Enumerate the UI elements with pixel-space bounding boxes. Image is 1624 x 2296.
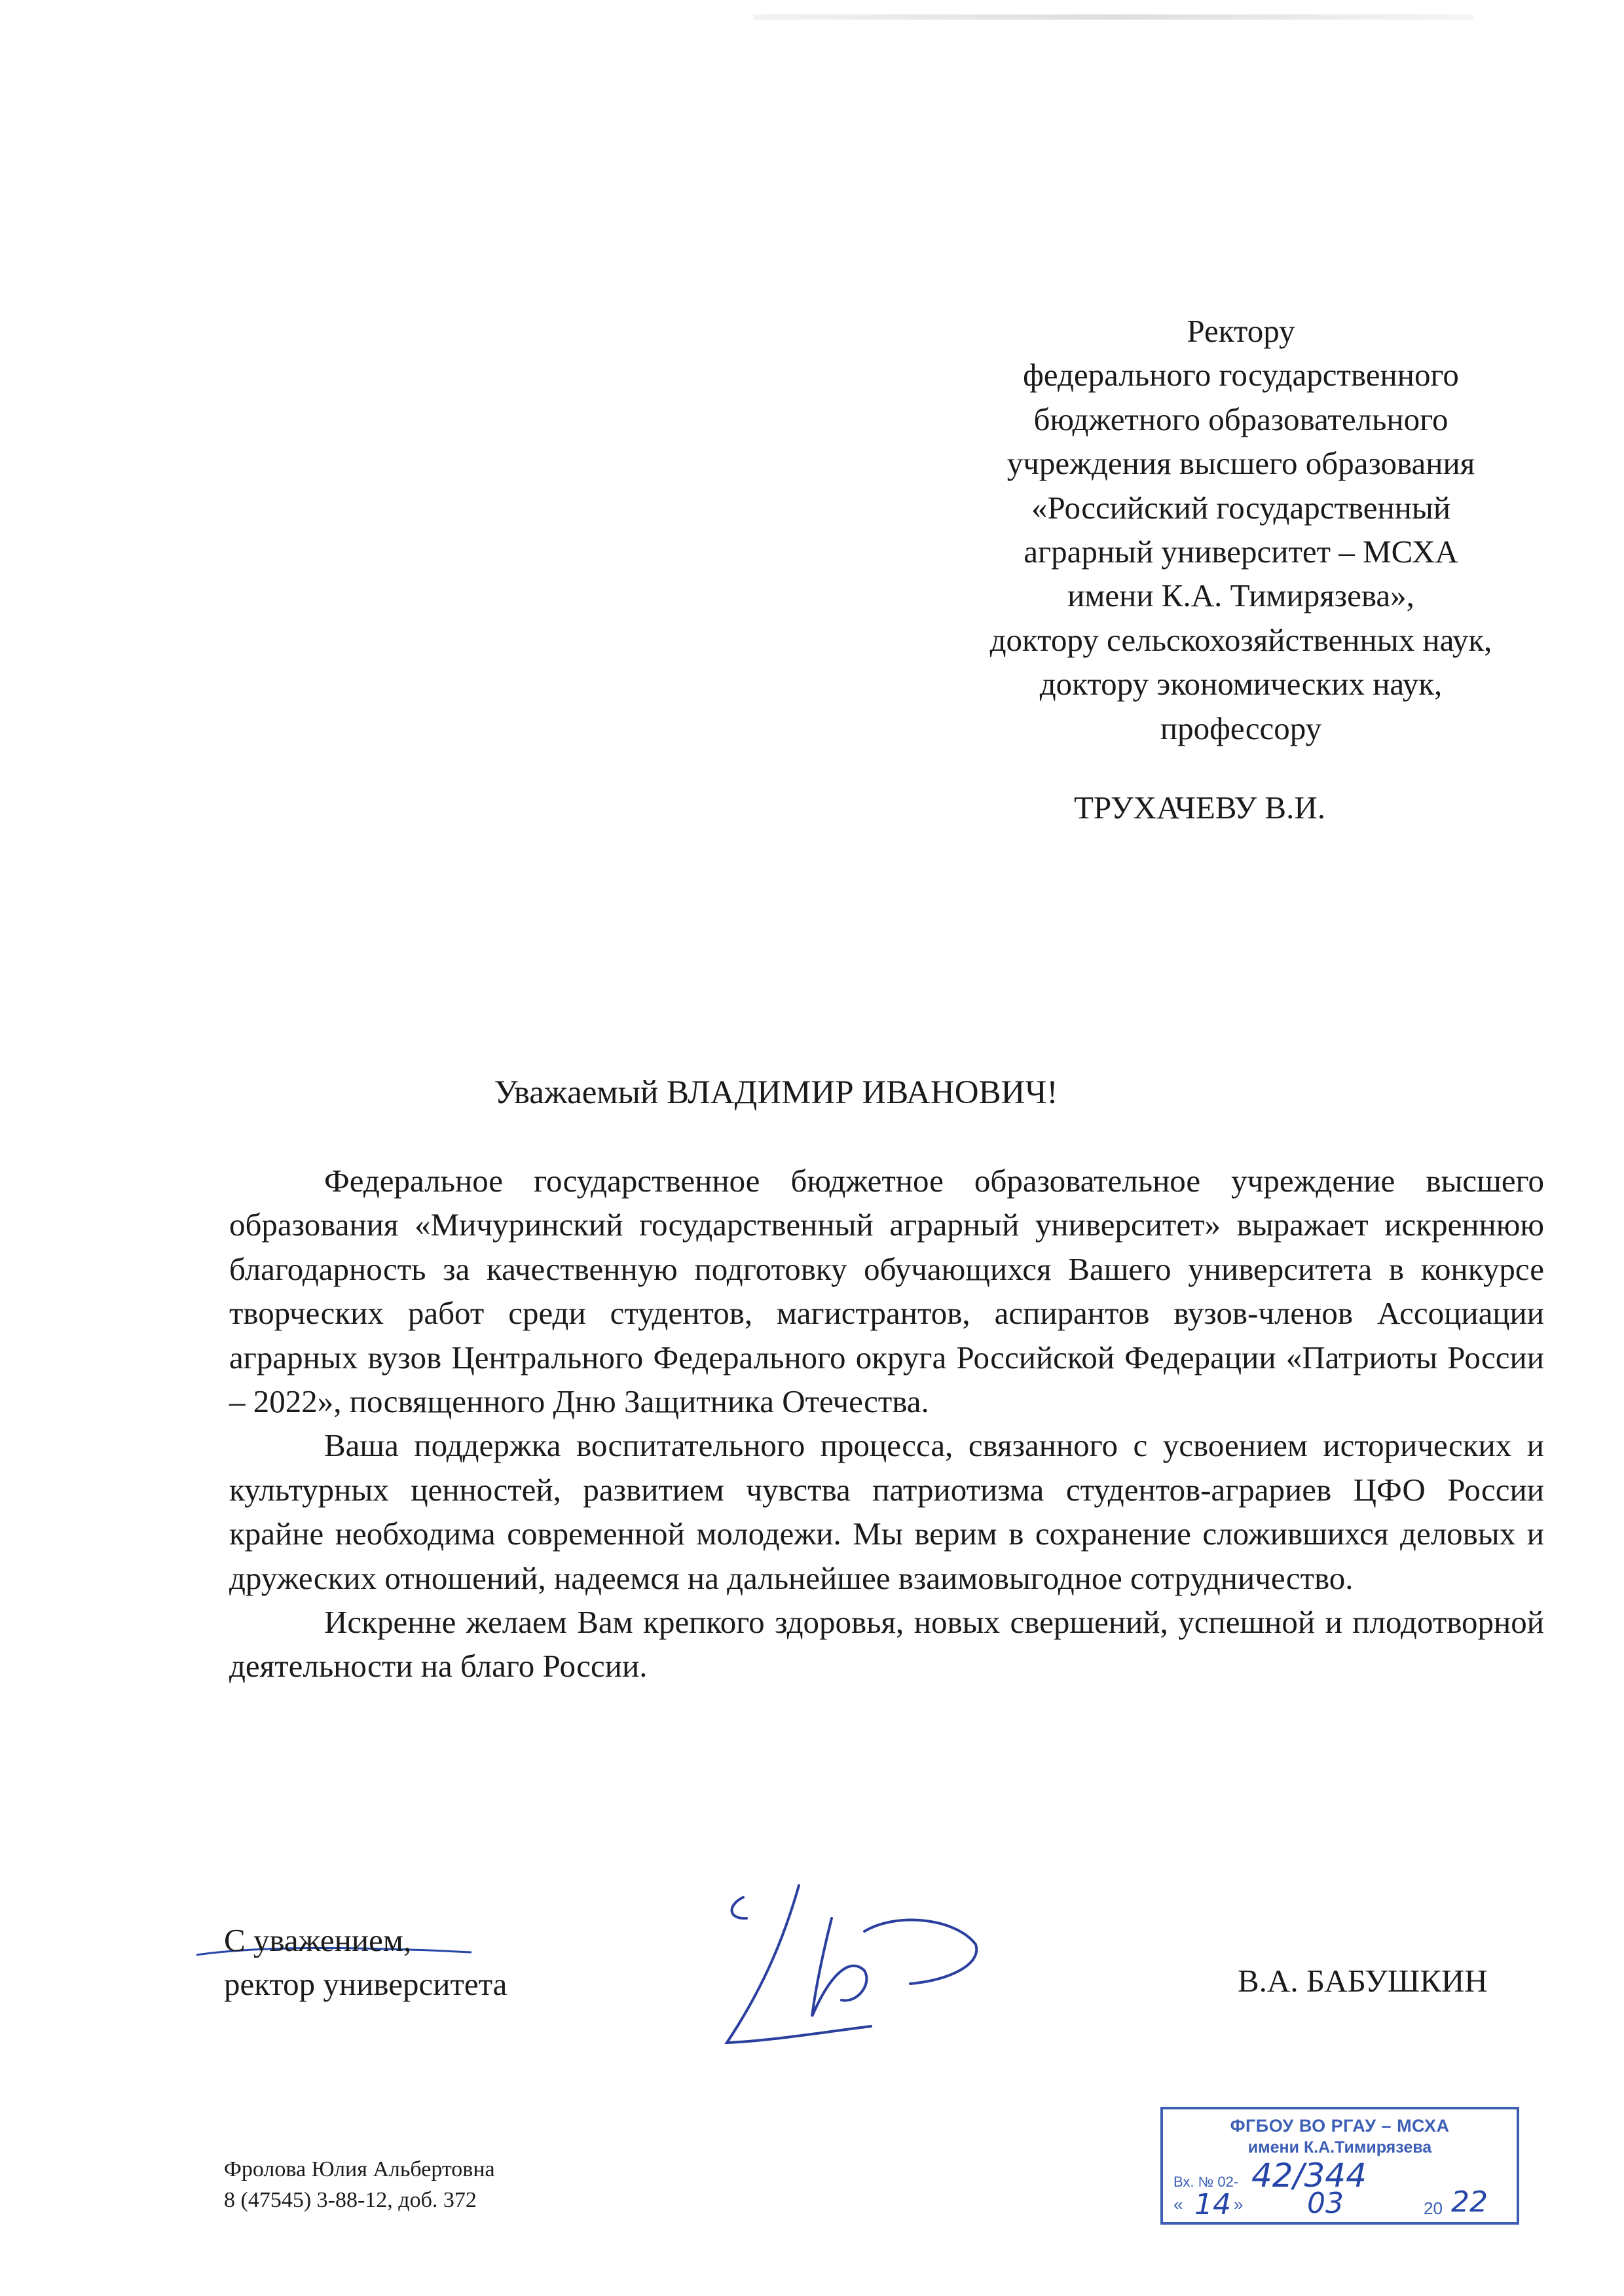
- addressee-line: имени К.А. Тимирязева»,: [1067, 577, 1414, 614]
- addressee-name: ТРУХАЧЕВУ В.И.: [1074, 790, 1325, 826]
- letter-body: [229, 1159, 1544, 1688]
- stamp-organization-name: имени К.А.Тимирязева: [1247, 2138, 1432, 2157]
- closing-block: [224, 1918, 507, 2006]
- stamp-year-suffix: 22: [1451, 2185, 1488, 2219]
- body-paragraph: Федеральное государственное бюджетное образовательное учреждение высшего образования «Мичуринский государственный аграрный университет» выражает искреннюю благодарность за качественную подготовку обучающихся Вашего университета в конкурсе творческих работ среди студентов, магистрантов, аспирантов вузов-членов Ассоциации аграрных вузов Центрального Федерального округа Российской Федерации «Патриоты России – 2022», посвященного Дню Защитника Отечества.: [229, 1163, 1544, 1420]
- body-paragraph: Искренне желаем Вам крепкого здоровья, новых свершений, успешной и плодотворной деятельности на благо России.: [229, 1604, 1544, 1685]
- stamp-quote-close: »: [1234, 2195, 1244, 2214]
- stamp-month: 03: [1307, 2187, 1344, 2220]
- addressee-line: учреждения высшего образования: [1006, 445, 1475, 482]
- addressee-line: федерального государственного: [1023, 357, 1459, 393]
- handwritten-signature: [701, 1872, 989, 2069]
- stamp-reg-number: 42/344: [1251, 2157, 1367, 2195]
- stamp-reg-label: Вх. № 02-: [1173, 2174, 1239, 2190]
- closing-position: ректор университета: [224, 1966, 507, 2002]
- addressee-line: доктору экономических наук,: [1039, 666, 1443, 702]
- addressee-block: [913, 309, 1568, 750]
- addressee-line: «Российский государственный: [1031, 489, 1451, 526]
- registration-stamp: [1160, 2107, 1519, 2225]
- executor-block: [224, 2154, 495, 2215]
- executor-name: Фролова Юлия Альбертовна: [224, 2157, 495, 2181]
- stamp-year-prefix: 20: [1424, 2198, 1443, 2218]
- addressee-line: доктору сельскохозяйственных наук,: [989, 621, 1492, 658]
- addressee-line: аграрный университет – МСХА: [1024, 534, 1458, 570]
- addressee-line: профессору: [1160, 710, 1322, 746]
- signer-name: В.А. БАБУШКИН: [1238, 1963, 1488, 1999]
- body-paragraph: Ваша поддержка воспитательного процесса, связанного с усвоением исторических и культурных ценностей, развитием чувства патриотизма студентов-аграриев ЦФО России крайне необходима современной молодежи. Мы верим в сохранение сложившихся деловых и дружеских отношений, надеемся на дальнейшее взаимовыгодное сотрудничество.: [229, 1427, 1544, 1596]
- stamp-organization: ФГБОУ ВО РГАУ – МСХА: [1230, 2116, 1450, 2136]
- addressee-line: бюджетного образовательного: [1033, 401, 1449, 437]
- stamp-quote-open: «: [1173, 2195, 1183, 2214]
- closing-regards: С уважением,: [224, 1922, 412, 1958]
- addressee-line: Ректору: [1187, 313, 1295, 349]
- salutation: Уважаемый ВЛАДИМИР ИВАНОВИЧ!: [494, 1074, 1058, 1111]
- stamp-day: 14: [1194, 2188, 1231, 2221]
- scan-edge-shadow: [753, 14, 1473, 20]
- executor-phone: 8 (47545) 3-88-12, доб. 372: [224, 2188, 477, 2212]
